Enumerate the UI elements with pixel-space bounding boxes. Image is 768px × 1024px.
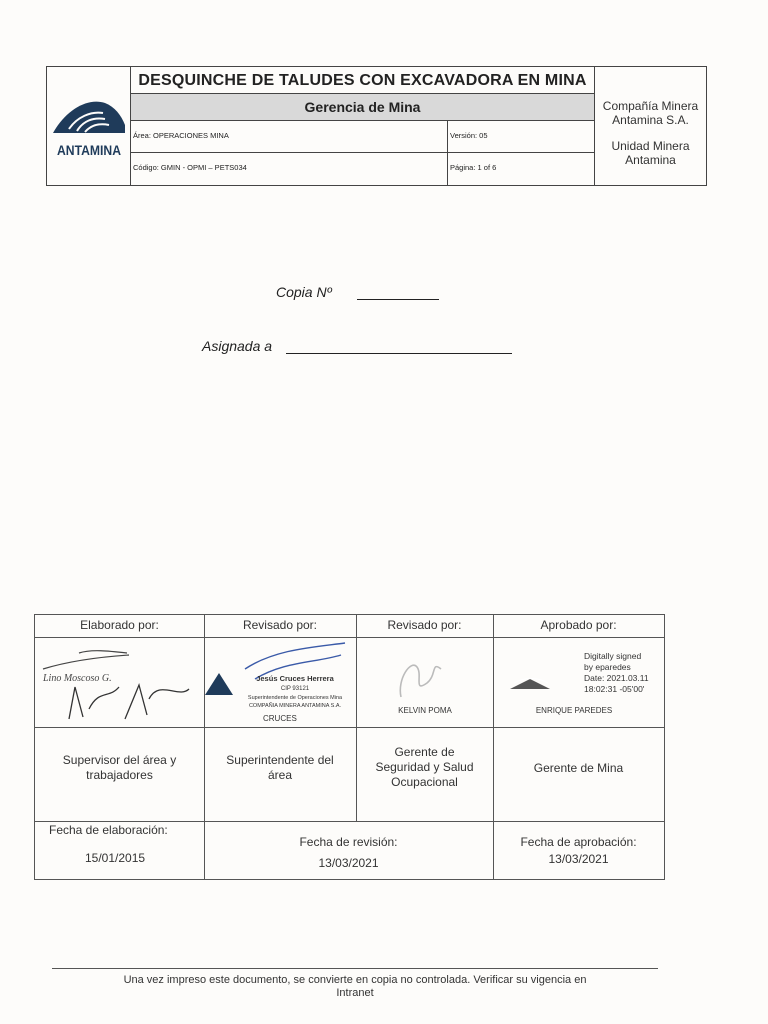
company-line1: Compañía Minera bbox=[602, 99, 699, 113]
header-revisado-2: Revisado por: bbox=[387, 618, 462, 632]
footer-divider bbox=[52, 968, 658, 969]
elaborado-signature-icon bbox=[39, 639, 203, 725]
role-supervisor-line1: Supervisor del área y bbox=[62, 753, 177, 767]
document-header-table bbox=[46, 66, 707, 186]
area-field: Área: OPERACIONES MINA bbox=[131, 121, 448, 153]
fecha-aprobacion-value: 13/03/2021 bbox=[548, 852, 609, 866]
page-field: Página: 1 of 6 bbox=[450, 163, 497, 172]
unit-line2: Antamina bbox=[625, 153, 676, 167]
role-superintendente bbox=[204, 753, 356, 783]
role-supervisor bbox=[35, 753, 204, 783]
role-supervisor-line2: trabajadores bbox=[86, 768, 153, 782]
footer-note bbox=[52, 974, 658, 1000]
company-cell bbox=[594, 67, 706, 185]
document-subtitle: Gerencia de Mina bbox=[131, 94, 594, 121]
aprobado-name: ENRIQUE PAREDES bbox=[535, 706, 613, 715]
fecha-elaboracion-label: Fecha de elaboración: bbox=[49, 823, 168, 837]
stamp-company: COMPAÑIA MINERA ANTAMINA S.A. bbox=[248, 703, 342, 709]
stamp-under: CRUCES bbox=[263, 714, 297, 723]
fecha-revision-value: 13/03/2021 bbox=[318, 856, 379, 870]
revisado2-name: KELVIN POMA bbox=[398, 706, 452, 715]
role-gerente-mina: Gerente de Mina bbox=[533, 761, 624, 775]
copia-blank-line bbox=[357, 299, 439, 300]
fecha-revision-label: Fecha de revisión: bbox=[299, 835, 398, 849]
fecha-elaboracion-value: 15/01/2015 bbox=[85, 851, 146, 865]
digital-sig-line1: Digitally signed bbox=[584, 651, 642, 661]
digital-sig-line4: 18:02:31 -05'00' bbox=[584, 684, 645, 694]
role-gerente-seguridad bbox=[356, 745, 493, 790]
version-field: Versión: 05 bbox=[448, 121, 594, 153]
code-field: Código: GMIN - OPMI – PETS034 bbox=[131, 153, 448, 185]
revisado1-stamp-icon bbox=[205, 639, 355, 725]
header-revisado-1: Revisado por: bbox=[242, 618, 318, 632]
company-line2: Antamina S.A. bbox=[612, 113, 689, 127]
elaborado-handwriting: Lino Moscoso G. bbox=[43, 673, 112, 684]
stamp-role: Superintendente de Operaciones Mina bbox=[247, 695, 343, 701]
antamina-logo-icon bbox=[47, 67, 131, 185]
footer-line1: Una vez impreso este documento, se convierte en copia no controlada. Verificar su vigencia en bbox=[123, 974, 587, 986]
stamp-name: Jesús Cruces Herrera bbox=[256, 674, 334, 683]
role-gerente-seguridad-line2: Seguridad y Salud bbox=[375, 760, 474, 774]
role-superintendente-line2: área bbox=[267, 768, 293, 782]
asignada-label: Asignada a bbox=[202, 338, 273, 354]
aprobado-digital-signature-icon bbox=[494, 639, 664, 725]
footer-line2: Intranet bbox=[336, 987, 374, 999]
asignada-blank-line bbox=[286, 353, 512, 354]
role-gerente-seguridad-line3: Ocupacional bbox=[391, 775, 458, 789]
approval-table bbox=[34, 614, 665, 880]
digital-sig-line2: by eparedes bbox=[584, 662, 631, 672]
document-title: DESQUINCHE DE TALUDES CON EXCAVADORA EN MINA bbox=[131, 67, 594, 94]
role-superintendente-line1: Superintendente del bbox=[226, 753, 334, 767]
header-elaborado: Elaborado por: bbox=[80, 618, 159, 632]
stamp-cip: CIP 93121 bbox=[280, 686, 310, 692]
header-aprobado: Aprobado por: bbox=[540, 618, 617, 632]
fecha-aprobacion-label: Fecha de aprobación: bbox=[520, 835, 637, 849]
logo-text: ANTAMINA bbox=[57, 142, 121, 158]
unit-line1: Unidad Minera bbox=[611, 139, 690, 153]
revisado2-signature-icon bbox=[357, 639, 493, 725]
logo-cell bbox=[47, 67, 131, 185]
copia-label: Copia Nº bbox=[276, 284, 332, 300]
role-gerente-seguridad-line1: Gerente de bbox=[394, 745, 455, 759]
digital-sig-line3: Date: 2021.03.11 bbox=[584, 673, 649, 683]
